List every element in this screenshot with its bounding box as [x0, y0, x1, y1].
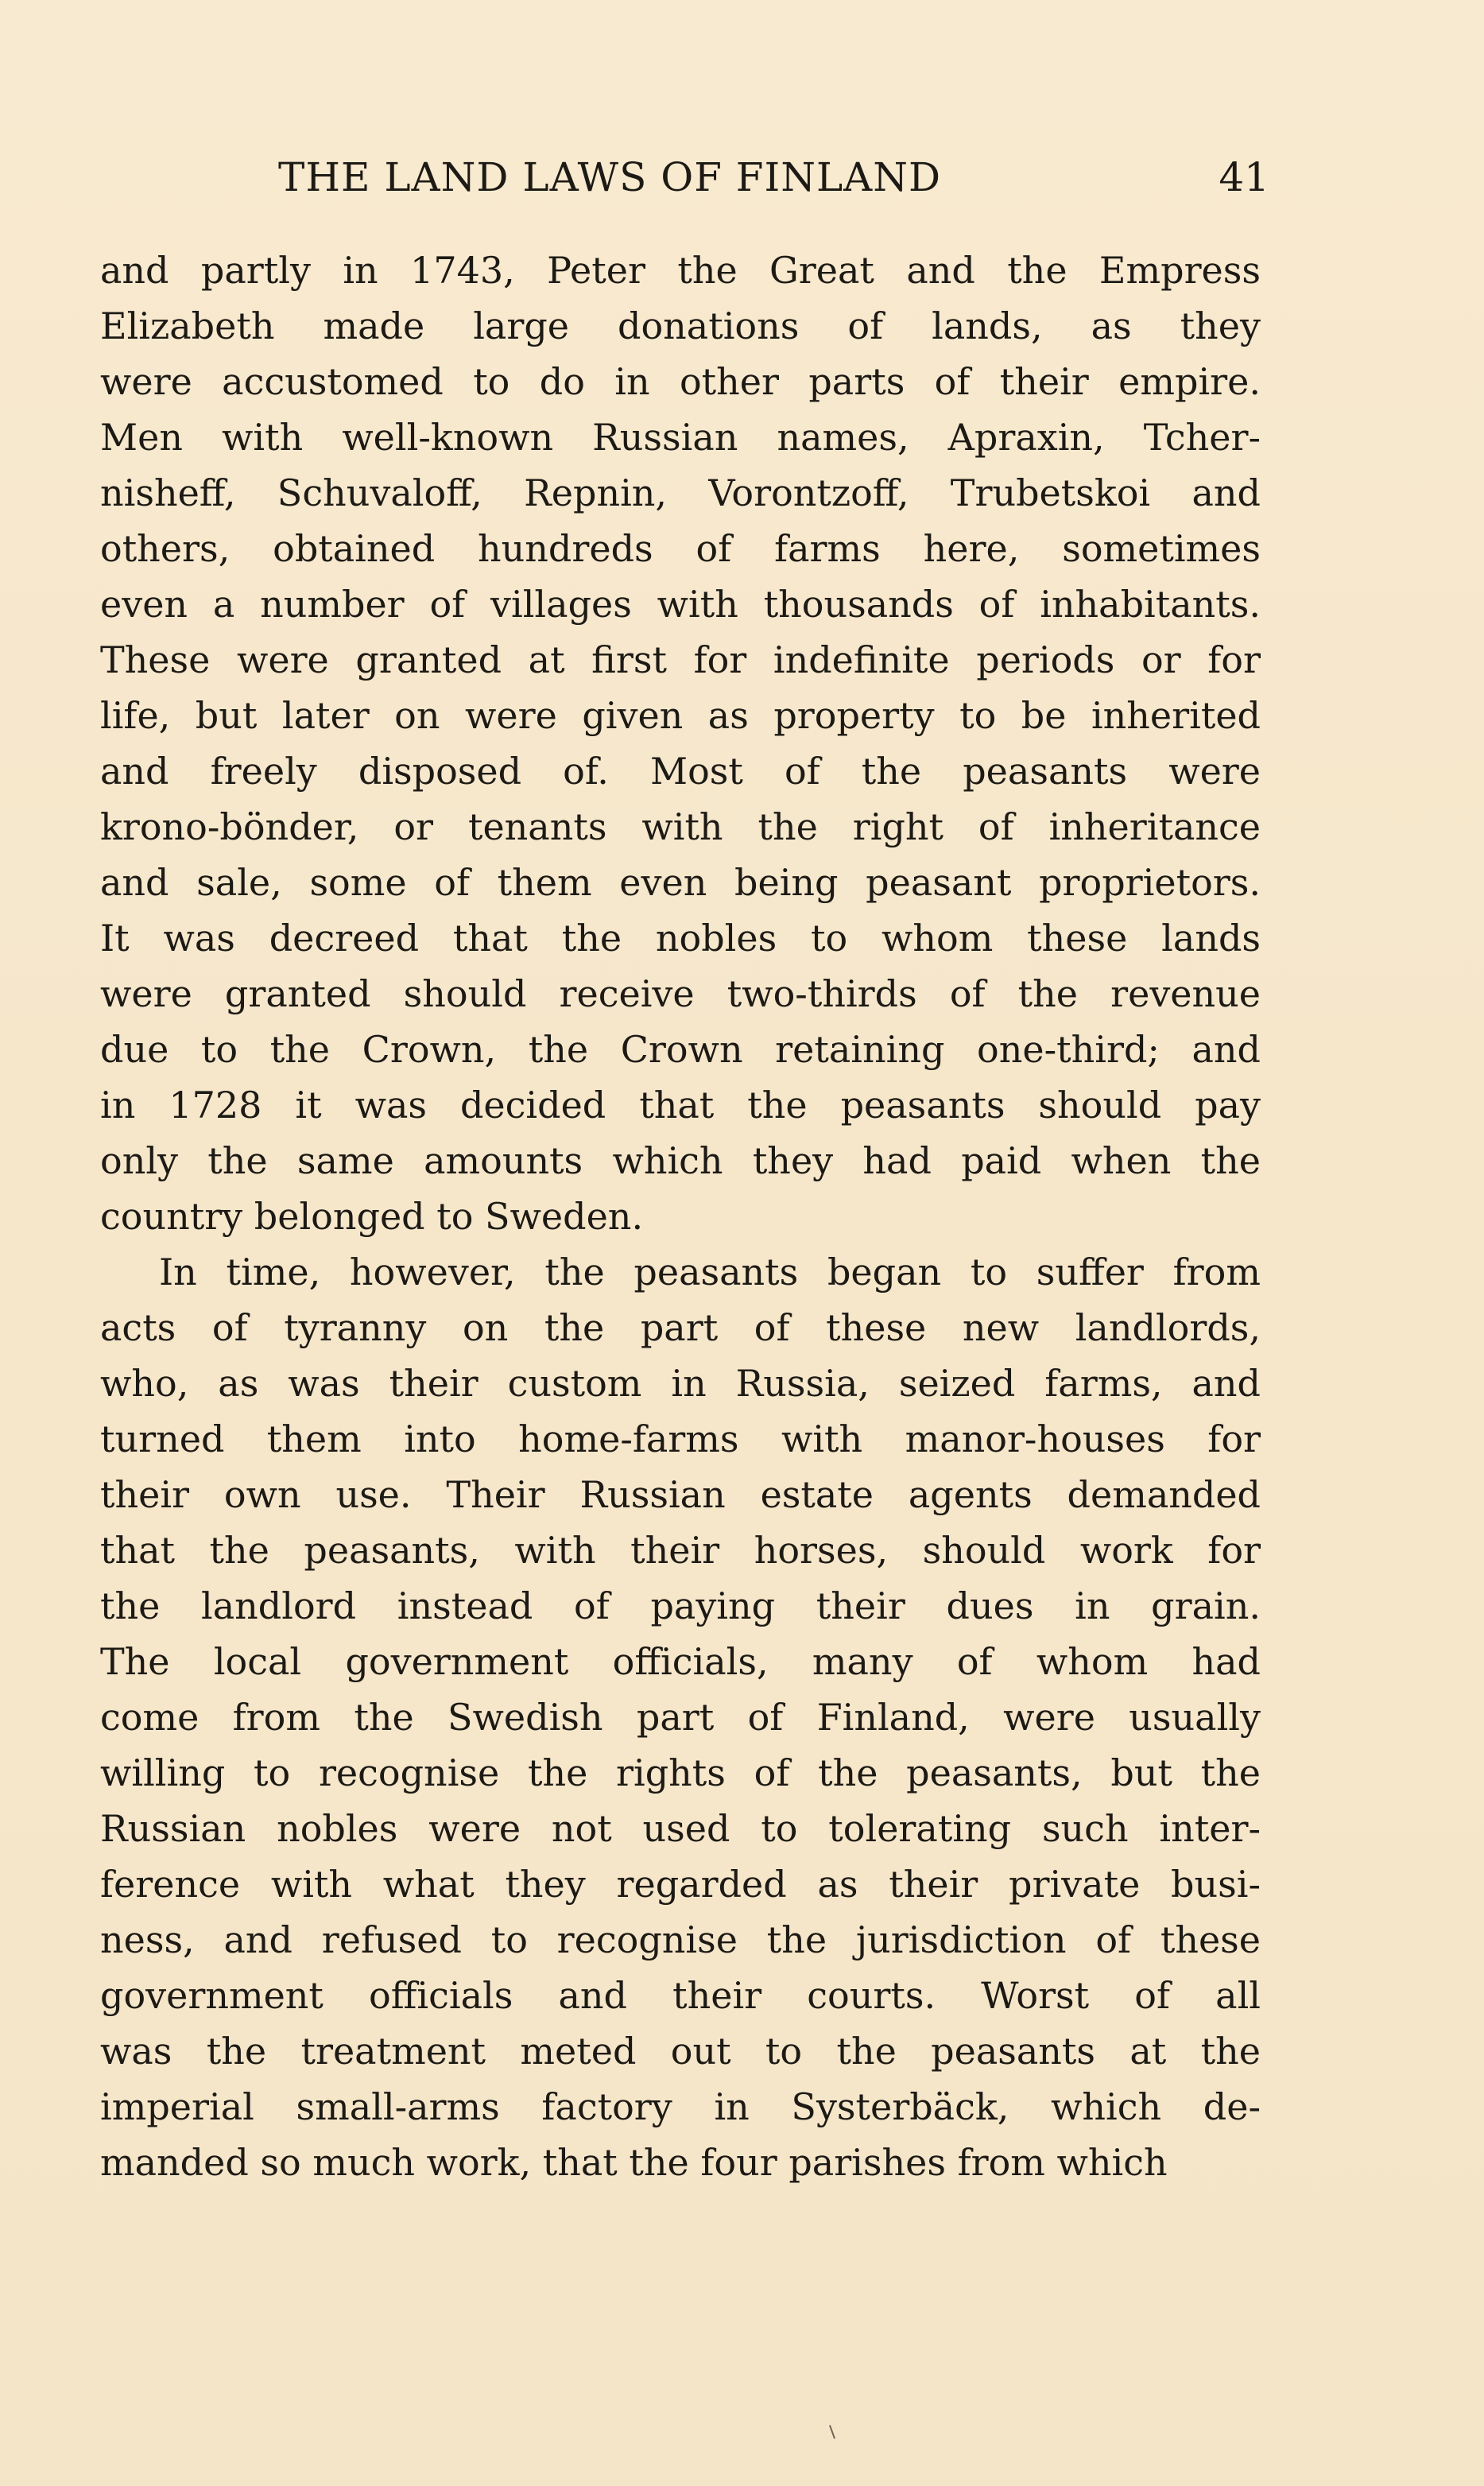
text-line: their own use. Their Russian estate agents demanded — [100, 1473, 1261, 1516]
text-line: only the same amounts which they had paid when the — [100, 1139, 1261, 1182]
body-text — [100, 242, 1261, 2190]
page-number: 41 — [1219, 154, 1269, 200]
text-line: It was decreed that the nobles to whom these lands — [100, 917, 1261, 960]
text-line: turned them into home-farms with manor-houses for — [100, 1418, 1261, 1460]
text-line: krono-bönder, or tenants with the right of inheritance — [100, 805, 1261, 848]
text-line: who, as was their custom in Russia, seized farms, and — [100, 1362, 1261, 1405]
text-line: Elizabeth made large donations of lands, as they — [100, 304, 1261, 347]
text-line: were accustomed to do in other parts of their empire. — [100, 360, 1261, 403]
paragraph-1 — [100, 242, 1261, 1244]
text-line: willing to recognise the rights of the peasants, but the — [100, 1751, 1261, 1794]
running-head — [278, 149, 1269, 205]
text-line: acts of tyranny on the part of these new landlords, — [100, 1306, 1261, 1349]
text-line: was the treatment meted out to the peasants at the — [100, 2030, 1261, 2073]
text-line: and partly in 1743, Peter the Great and the Empress — [100, 249, 1261, 292]
text-line: ference with what they regarded as their private busi- — [100, 1863, 1261, 1906]
text-line: others, obtained hundreds of farms here, sometimes — [100, 527, 1261, 570]
text-line: were granted should receive two-thirds of the revenue — [100, 972, 1261, 1015]
text-line: in 1728 it was decided that the peasants should pay — [100, 1084, 1261, 1127]
text-line: and freely disposed of. Most of the peasants were — [100, 750, 1261, 793]
text-line: imperial small-arms factory in Systerbäck, which de- — [100, 2085, 1261, 2128]
text-line: The local government officials, many of whom had — [100, 1640, 1261, 1683]
stray-ink-mark — [829, 2425, 835, 2439]
text-line: government officials and their courts. Worst of all — [100, 1974, 1261, 2017]
text-line: In time, however, the peasants began to suffer from — [159, 1251, 1261, 1293]
text-line: manded so much work, that the four parishes from which — [100, 2141, 1168, 2184]
text-line: Men with well-known Russian names, Apraxin, Tcher- — [100, 416, 1261, 459]
text-line: even a number of villages with thousands of inhabitants. — [100, 583, 1261, 626]
text-line: These were granted at first for indefinite periods or for — [100, 638, 1261, 681]
text-line: country belonged to Sweden. — [100, 1195, 644, 1238]
text-line: that the peasants, with their horses, should work for — [100, 1529, 1261, 1572]
text-line: ness, and refused to recognise the jurisdiction of these — [100, 1918, 1261, 1961]
running-title: THE LAND LAWS OF FINLAND — [278, 154, 942, 200]
text-line: due to the Crown, the Crown retaining one-third; and — [100, 1028, 1261, 1071]
text-line: come from the Swedish part of Finland, were usually — [100, 1696, 1261, 1739]
text-line: Russian nobles were not used to tolerating such inter- — [100, 1807, 1261, 1850]
text-line: life, but later on were given as property to be inherited — [100, 694, 1261, 737]
text-line: the landlord instead of paying their dues in grain. — [100, 1584, 1261, 1627]
text-line: nisheff, Schuvaloff, Repnin, Vorontzoff, Trubetskoi and — [100, 471, 1261, 514]
paragraph-2 — [100, 1244, 1261, 2190]
text-line: and sale, some of them even being peasant proprietors. — [100, 861, 1261, 904]
